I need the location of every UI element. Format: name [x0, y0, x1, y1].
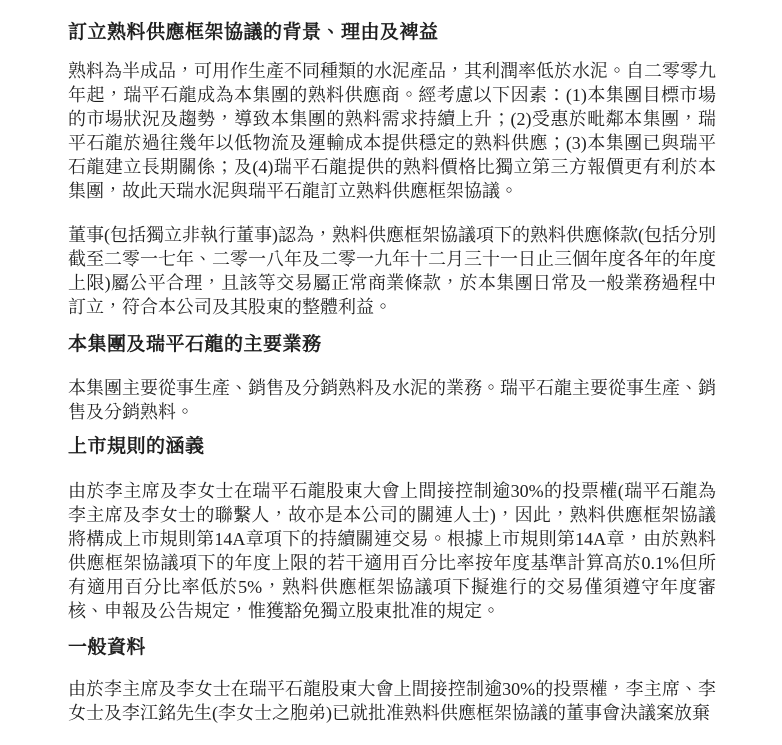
paragraph-directors-opinion: 董事(包括獨立非執行董事)認為，熟料供應框架協議項下的熟料供應條款(包括分別截至二零一七年、二零一八年及二零一九年十二月三十一日止三個年度各年的年度上限)屬公平合理，且該等交易屬正常商業條款，於本集團日常及一般業務過程中訂立，符合本公司及其股東的整體利益。 [68, 225, 716, 317]
section-heading-listing-rules-implications: 上市規則的涵義 [68, 436, 205, 457]
paragraph-principal-businesses: 本集團主要從事生產、銷售及分銷熟料及水泥的業務。瑞平石龍主要從事生產、銷售及分銷熟料。 [68, 378, 716, 422]
paragraph-clinker-background: 熟料為半成品，可用作生產不同種類的水泥產品，其利潤率低於水泥。自二零零九年起，瑞平石龍成為本集團的熟料供應商。經考慮以下因素：(1)本集團目標市場的市場狀況及趨勢，導致本集團的熟料需求持續上升；(2)受惠於毗鄰本集團，瑞平石龍於過往幾年以低物流及運輸成本提供穩定的熟料供應；(3)本集團已與瑞平石龍建立長期關係；及(4)瑞平石龍提供的熟料價格比獨立第三方報價更有利於本集團，故此天瑞水泥與瑞平石龍訂立熟料供應框架協議。 [68, 61, 716, 201]
section-heading-general-information: 一般資料 [68, 637, 147, 658]
section-principal-businesses [68, 332, 716, 424]
section-background-reasons-benefits [68, 20, 716, 319]
section-heading-background-reasons-benefits: 訂立熟料供應框架協議的背景、理由及裨益 [68, 22, 439, 43]
section-heading-principal-businesses: 本集團及瑞平石龍的主要業務 [68, 334, 322, 355]
section-listing-rules-implications [68, 434, 716, 623]
paragraph-listing-rules-implications: 由於李主席及李女士在瑞平石龍股東大會上間接控制逾30%的投票權(瑞平石龍為李主席及李女士的聯繫人，故亦是本公司的關連人士)，因此，熟料供應框架協議將構成上市規則第14A章項下的持續關連交易。根據上市規則第14A章，由於熟料供應框架協議項下的年度上限的若干適用百分比率按年度基準計算高於0.1%但所有適用百分比率低於5%，熟料供應框架協議項下擬進行的交易僅須遵守年度審核、申報及公告規定，惟獲豁免獨立股東批准的規定。 [68, 481, 716, 621]
section-general-information [68, 635, 716, 725]
paragraph-general-information: 由於李主席及李女士在瑞平石龍股東大會上間接控制逾30%的投票權，李主席、李女士及李江銘先生(李女士之胞弟)已就批准熟料供應框架協議的董事會決議案放棄 [68, 679, 716, 723]
